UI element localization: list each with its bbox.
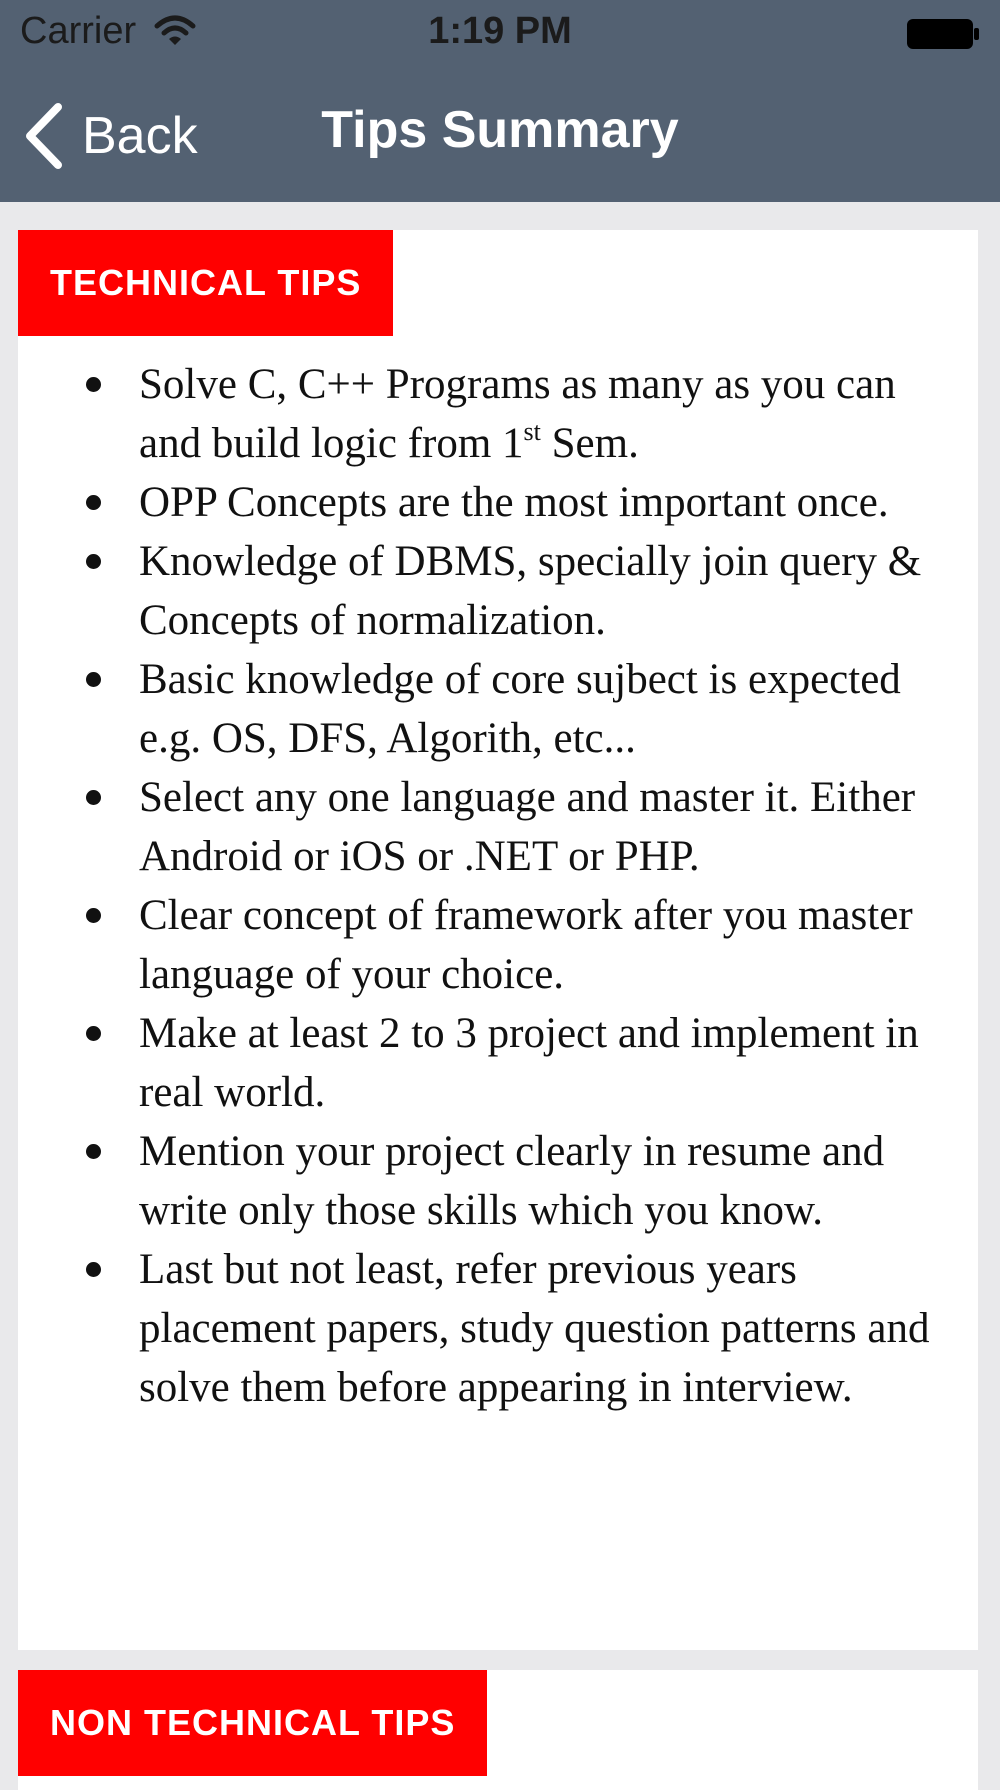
tip-item xyxy=(18,1004,958,1122)
tip-item xyxy=(18,355,958,473)
battery-icon xyxy=(906,18,980,50)
tip-item xyxy=(18,650,958,768)
bullet-icon xyxy=(86,1026,101,1041)
tip-item xyxy=(18,768,958,886)
tip-item xyxy=(18,532,958,650)
tip-item xyxy=(18,473,958,532)
tip-text: Last but not least, refer previous years placement papers, study question patterns and solve them before appearing in interview. xyxy=(139,1246,930,1411)
technical-tips-list xyxy=(18,355,958,1417)
non-technical-tips-card xyxy=(18,1670,978,1790)
status-time: 1:19 PM xyxy=(428,10,572,52)
carrier-label: Carrier xyxy=(20,10,137,52)
bullet-icon xyxy=(86,554,101,569)
app-header xyxy=(0,0,1000,202)
page-title: Tips Summary xyxy=(321,101,679,159)
bullet-icon xyxy=(86,672,101,687)
tip-text: Select any one language and master it. Either Android or iOS or .NET or PHP. xyxy=(139,774,916,880)
bullet-icon xyxy=(86,1144,101,1159)
bullet-icon xyxy=(86,495,101,510)
bullet-icon xyxy=(86,790,101,805)
non-technical-tips-heading: NON TECHNICAL TIPS xyxy=(18,1670,487,1776)
tip-text: Solve C, C++ Programs as many as you can and build logic from 1 xyxy=(139,361,896,467)
navigation-bar xyxy=(0,70,1000,202)
back-label: Back xyxy=(82,107,198,165)
tip-item xyxy=(18,1240,958,1417)
bullet-icon xyxy=(86,908,101,923)
tip-text: Mention your project clearly in resume and write only those skills which you know. xyxy=(139,1128,885,1234)
tip-item xyxy=(18,886,958,1004)
bullet-icon xyxy=(86,377,101,392)
bullet-icon xyxy=(86,1262,101,1277)
tip-text: Clear concept of framework after you master language of your choice. xyxy=(139,892,913,998)
tip-text: OPP Concepts are the most important once. xyxy=(139,479,889,526)
tip-text-tail: Sem. xyxy=(540,420,639,467)
tip-text: Basic knowledge of core sujbect is expected e.g. OS, DFS, Algorith, etc... xyxy=(139,656,901,762)
tip-superscript: st xyxy=(523,416,541,446)
tip-text: Knowledge of DBMS, specially join query & Concepts of normalization. xyxy=(139,538,922,644)
tip-text: Make at least 2 to 3 project and implement in real world. xyxy=(139,1010,919,1116)
status-bar xyxy=(0,0,1000,70)
tip-item xyxy=(18,1122,958,1240)
technical-tips-card xyxy=(18,230,978,1650)
technical-tips-heading: TECHNICAL TIPS xyxy=(18,230,393,336)
